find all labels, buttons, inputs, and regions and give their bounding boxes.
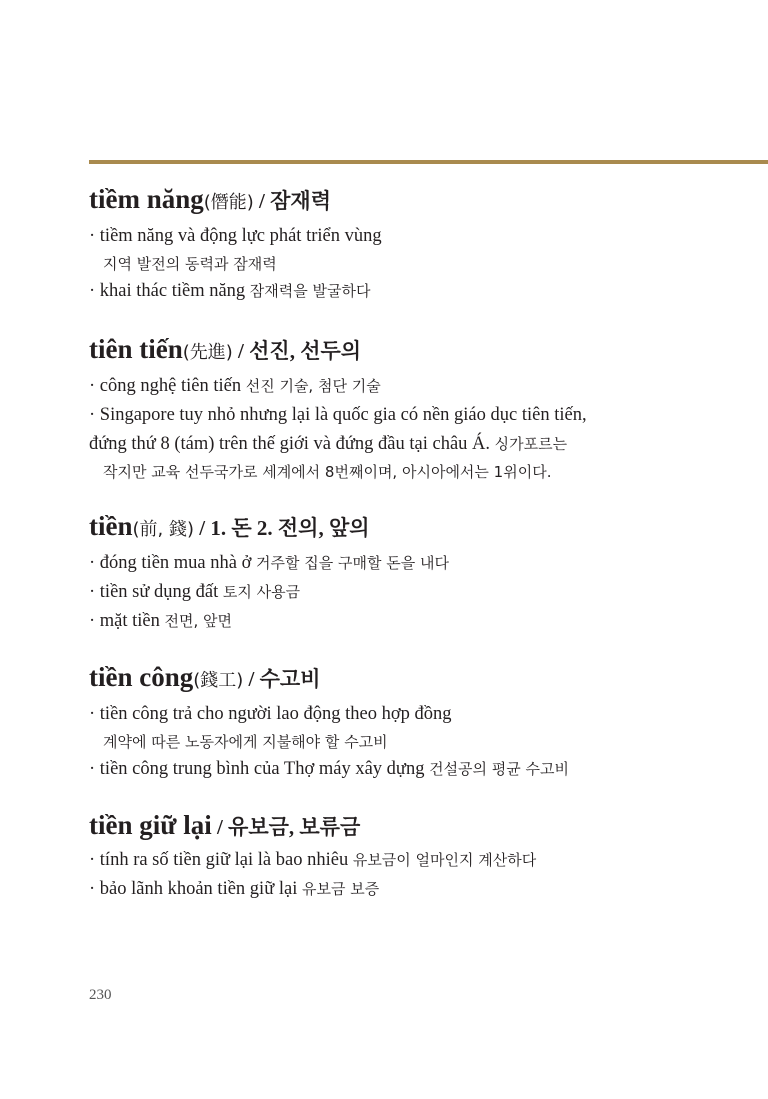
example-item [89,401,749,485]
example-vi: · tiền sử dụng đất [89,582,223,602]
headword [89,507,749,549]
example-vi: · tiềm năng và động lực phát triển vùng [89,226,382,246]
example-item [89,700,749,755]
example-vi: · tính ra số tiền giữ lại là bao nhiêu [89,850,353,870]
example-item [89,578,749,607]
headword-text: tiền công [89,662,194,692]
headword-text: tiền giữ lại [89,810,212,840]
meaning-text: / 선진, 선두의 [232,339,362,363]
entry-tien-cong [89,658,749,784]
example-ko-line: 작지만 교육 선두국가로 세계에서 8번째이며, 아시아에서는 1위이다. [103,463,552,481]
example-item [89,607,749,636]
example-vi: · tiền công trung bình của Thợ máy xây dựng [89,759,430,779]
example-vi: · Singapore tuy nhỏ nhưng lại là quốc gia có nền giáo dục tiên tiến, [89,405,587,425]
page-number: 230 [89,987,112,1003]
headword [89,658,749,700]
hanja-text: (錢工) [193,670,244,691]
example-item [89,755,749,784]
headword [89,330,749,372]
hanja-text: (先進) [182,342,233,363]
example-ko: 잠재력을 발굴하다 [249,282,371,300]
example-item [89,549,749,578]
hanja-text: (前, 錢) [132,519,194,540]
example-vi-2: đứng thứ 8 (tám) trên thế giới và đứng đầu tại châu Á. [89,434,495,454]
headword [89,180,749,222]
example-vi-continued [89,430,749,459]
meaning-text: / 잠재력 [253,189,331,213]
meaning-text: / 수고비 [243,667,321,691]
example-vi: · công nghệ tiên tiến [89,376,246,396]
example-ko: 전면, 앞면 [164,612,233,630]
entry-tien [89,507,749,636]
header-rule [89,160,768,164]
example-ko: 유보금이 얼마인지 계산하다 [352,851,537,869]
entry-tien-giu-lai [89,806,749,904]
example-item [89,277,749,306]
entry-tien-tien [89,330,749,485]
example-vi: · bảo lãnh khoản tiền giữ lại [89,879,302,899]
example-item [89,222,749,277]
meaning-text: / 유보금, 보류금 [211,815,361,839]
example-ko: 계약에 따른 노동자에게 지불해야 할 수고비 [103,733,388,751]
headword [89,806,749,846]
entry-tiem-nang [89,180,749,306]
example-item [89,875,749,904]
example-ko: 유보금 보증 [301,880,380,898]
headword-text: tiềm năng [89,184,204,214]
example-ko: 지역 발전의 동력과 잠재력 [103,255,277,273]
example-vi: · khai thác tiềm năng [89,281,250,301]
example-vi: · mặt tiền [89,611,165,631]
example-ko: 토지 사용금 [222,583,301,601]
example-item [89,846,749,875]
example-item [89,372,749,401]
example-vi: · tiền công trả cho người lao động theo hợp đồng [89,704,452,724]
example-ko: 선진 기술, 첨단 기술 [245,377,381,395]
headword-text: tiên tiến [89,334,183,364]
example-ko: 건설공의 평균 수고비 [429,760,570,778]
headword-text: tiền [89,511,133,541]
example-vi: · đóng tiền mua nhà ở [89,553,256,573]
example-ko: 거주할 집을 구매할 돈을 내다 [256,554,449,572]
meaning-text: / 1. 돈 2. 전의, 앞의 [194,516,370,540]
example-ko: 싱가포르는 [494,435,568,453]
hanja-text: (僭能) [203,192,254,213]
dictionary-entries [89,180,749,926]
